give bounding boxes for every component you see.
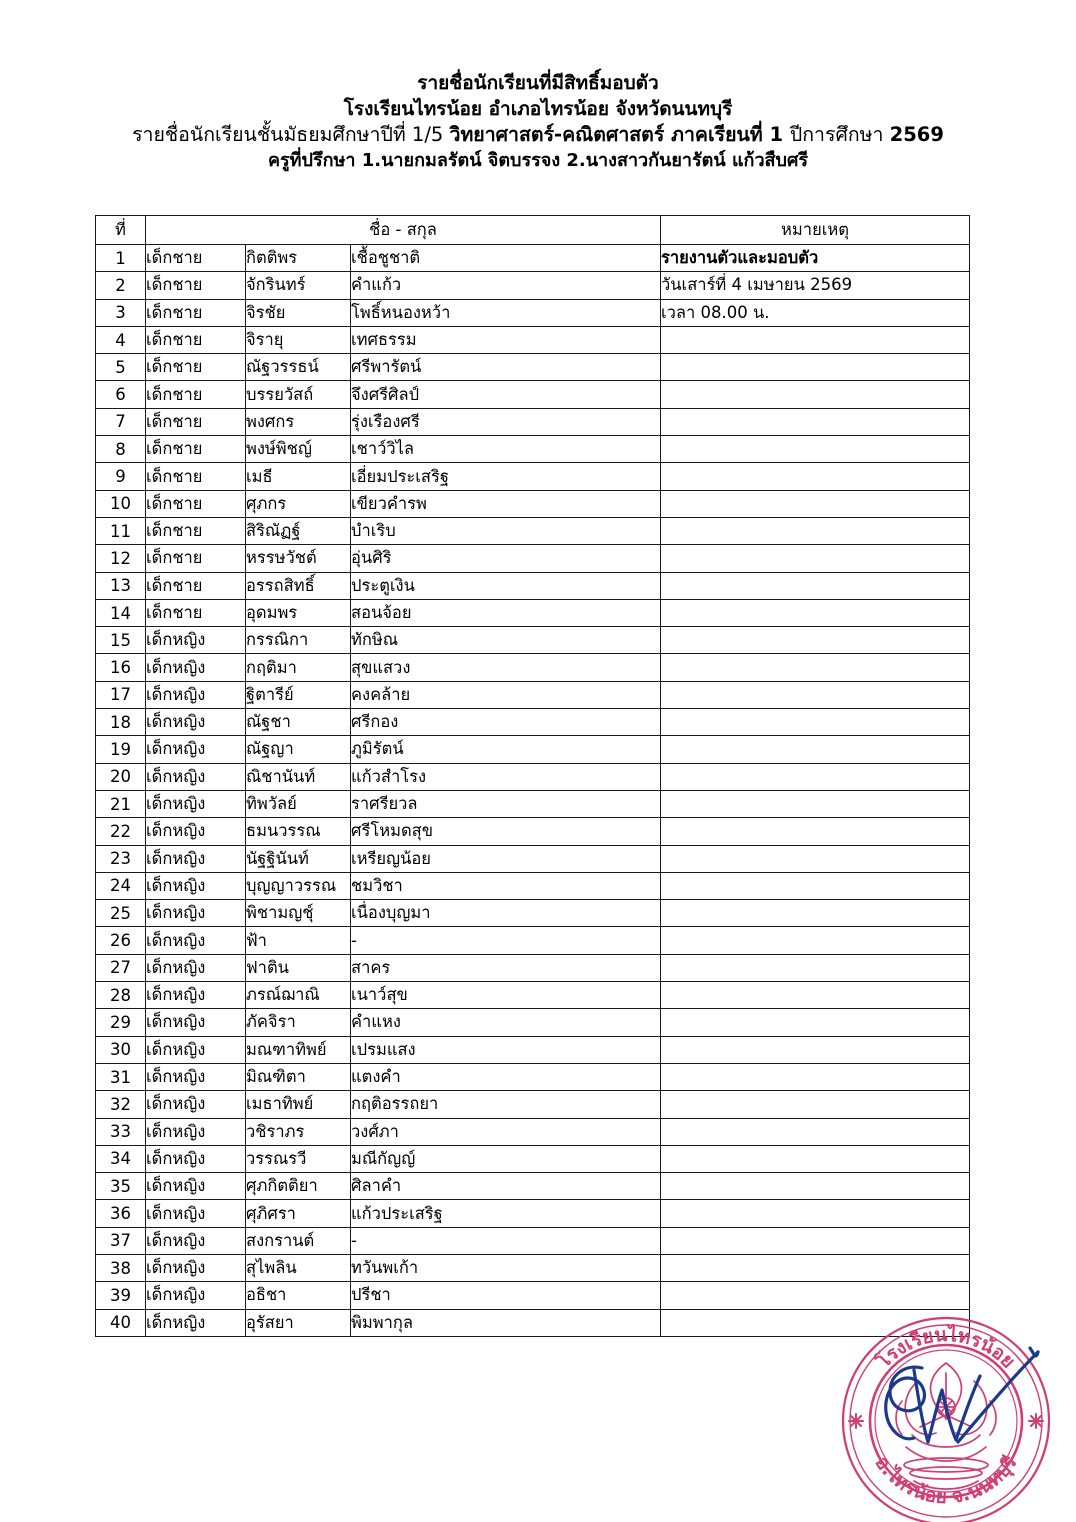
cell-no: 23: [96, 845, 146, 872]
cell-last: เหรียญน้อย: [351, 845, 661, 872]
cell-no: 13: [96, 572, 146, 599]
cell-no: 24: [96, 872, 146, 899]
cell-no: 20: [96, 763, 146, 790]
roster-table: [95, 215, 970, 1337]
cell-last: เขียวคำรพ: [351, 490, 661, 517]
table-row: [96, 490, 970, 517]
cell-first: ฟาติน: [246, 954, 351, 981]
cell-note: [661, 1118, 970, 1145]
cell-prefix: เด็กชาย: [146, 463, 246, 490]
cell-first: อุรัสยา: [246, 1309, 351, 1336]
cell-last: วงศ์ภา: [351, 1118, 661, 1145]
cell-first: อธิชา: [246, 1282, 351, 1309]
cell-last: เทศธรรม: [351, 326, 661, 353]
cell-first: ศุภกิตติยา: [246, 1173, 351, 1200]
cell-last: ปรีชา: [351, 1282, 661, 1309]
table-row: [96, 1118, 970, 1145]
cell-prefix: เด็กหญิง: [146, 763, 246, 790]
cell-note: [661, 736, 970, 763]
cell-last: มณีกัญญ์: [351, 1145, 661, 1172]
table-row: [96, 709, 970, 736]
cell-prefix: เด็กหญิง: [146, 790, 246, 817]
cell-no: 9: [96, 463, 146, 490]
table-row: [96, 517, 970, 544]
seal-bottom-text: อ.ไทรน้อย จ.นนทบุรี: [870, 1452, 1022, 1509]
cell-note: เวลา 08.00 น.: [661, 299, 970, 326]
cell-prefix: เด็กหญิง: [146, 872, 246, 899]
cell-first: วรรณรวี: [246, 1145, 351, 1172]
heading-class-prefix: รายชื่อนักเรียนชั้นมัธยมศึกษาปีที่ 1/5: [132, 123, 450, 147]
cell-prefix: เด็กหญิง: [146, 1009, 246, 1036]
cell-last: รุ่งเรืองศรี: [351, 408, 661, 435]
cell-prefix: เด็กหญิง: [146, 1063, 246, 1090]
seal-top-text: โรงเรียนไทรน้อย: [872, 1323, 1020, 1373]
table-row: [96, 545, 970, 572]
cell-first: ณัฐวรรธน์: [246, 354, 351, 381]
table-row: [96, 1009, 970, 1036]
table-row: [96, 627, 970, 654]
cell-prefix: เด็กหญิง: [146, 1173, 246, 1200]
cell-first: อุดมพร: [246, 599, 351, 626]
cell-note: [661, 381, 970, 408]
cell-prefix: เด็กชาย: [146, 299, 246, 326]
cell-first: วชิราภร: [246, 1118, 351, 1145]
cell-no: 21: [96, 790, 146, 817]
cell-last: เชาว์วิไล: [351, 436, 661, 463]
cell-no: 11: [96, 517, 146, 544]
cell-prefix: เด็กหญิง: [146, 1282, 246, 1309]
cell-last: ทักษิณ: [351, 627, 661, 654]
cell-first: สงกรานต์: [246, 1227, 351, 1254]
table-row: [96, 1309, 970, 1336]
table-row: [96, 299, 970, 326]
cell-first: บุญญาวรรณ: [246, 872, 351, 899]
cell-no: 22: [96, 818, 146, 845]
cell-note: [661, 490, 970, 517]
cell-note: [661, 1063, 970, 1090]
cell-note: [661, 517, 970, 544]
heading-school: โรงเรียนไทรน้อย อำเภอไทรน้อย จังหวัดนนทบุรี: [343, 98, 733, 121]
cell-first: เมธี: [246, 463, 351, 490]
cell-no: 19: [96, 736, 146, 763]
table-row: [96, 326, 970, 353]
cell-no: 14: [96, 599, 146, 626]
cell-first: ภัคจิรา: [246, 1009, 351, 1036]
cell-note: [661, 463, 970, 490]
cell-first: ธมนวรรณ: [246, 818, 351, 845]
cell-note: [661, 1254, 970, 1281]
cell-no: 36: [96, 1200, 146, 1227]
cell-no: 8: [96, 436, 146, 463]
cell-last: คงคล้าย: [351, 681, 661, 708]
cell-note: [661, 763, 970, 790]
cell-first: พิชามญชุ์: [246, 900, 351, 927]
column-header-name: ชื่อ - สกุล: [146, 216, 661, 245]
cell-first: เมธาทิพย์: [246, 1091, 351, 1118]
table-row: [96, 463, 970, 490]
cell-prefix: เด็กหญิง: [146, 1036, 246, 1063]
cell-last: ราศรียวล: [351, 790, 661, 817]
table-row: [96, 381, 970, 408]
heading-class-year-label: ปีการศึกษา: [789, 123, 890, 147]
cell-last: เชื้อชูชาติ: [351, 245, 661, 272]
cell-note: [661, 927, 970, 954]
cell-first: ฟ้า: [246, 927, 351, 954]
cell-prefix: เด็กชาย: [146, 354, 246, 381]
table-row: [96, 736, 970, 763]
document-heading: [0, 70, 1076, 174]
table-row: [96, 272, 970, 299]
table-row: [96, 654, 970, 681]
cell-note: [661, 1282, 970, 1309]
cell-first: พงษ์พิชญ์: [246, 436, 351, 463]
cell-first: บรรยวัสถ์: [246, 381, 351, 408]
cell-prefix: เด็กหญิง: [146, 818, 246, 845]
cell-note: [661, 654, 970, 681]
table-row: [96, 790, 970, 817]
roster-table-container: [95, 215, 969, 1337]
cell-note: [661, 1036, 970, 1063]
cell-first: ฐิตารีย์: [246, 681, 351, 708]
table-body: [96, 245, 970, 1337]
table-row: [96, 954, 970, 981]
cell-last: เนาว์สุข: [351, 982, 661, 1009]
cell-first: นัฐฐินันท์: [246, 845, 351, 872]
cell-note: [661, 545, 970, 572]
cell-note: [661, 572, 970, 599]
cell-last: เนื่องบุญมา: [351, 900, 661, 927]
header-row: [96, 216, 970, 245]
cell-last: ประตูเงิน: [351, 572, 661, 599]
cell-last: สุขแสวง: [351, 654, 661, 681]
heading-advisors: ครูที่ปรึกษา 1.นายกมลรัตน์ จิตบรรจง 2.นางสาวกันยารัตน์ แก้วสืบศรี: [267, 150, 809, 172]
cell-no: 28: [96, 982, 146, 1009]
cell-prefix: เด็กหญิง: [146, 845, 246, 872]
cell-note: [661, 845, 970, 872]
heading-class-info: [0, 122, 1076, 149]
cell-first: ภรณ์ฌาณิ: [246, 982, 351, 1009]
cell-no: 31: [96, 1063, 146, 1090]
cell-note: [661, 1091, 970, 1118]
table-row: [96, 900, 970, 927]
cell-note: [661, 1173, 970, 1200]
cell-prefix: เด็กหญิง: [146, 1227, 246, 1254]
cell-last: สอนจ้อย: [351, 599, 661, 626]
cell-first: จักรินทร์: [246, 272, 351, 299]
cell-no: 27: [96, 954, 146, 981]
cell-last: -: [351, 1227, 661, 1254]
table-row: [96, 1254, 970, 1281]
table-row: [96, 572, 970, 599]
cell-first: ศุภกร: [246, 490, 351, 517]
cell-prefix: เด็กชาย: [146, 599, 246, 626]
cell-first: ทิพวัลย์: [246, 790, 351, 817]
cell-note: [661, 599, 970, 626]
cell-last: ศิลาคำ: [351, 1173, 661, 1200]
cell-no: 37: [96, 1227, 146, 1254]
table-row: [96, 927, 970, 954]
cell-note: วันเสาร์ที่ 4 เมษายน 2569: [661, 272, 970, 299]
cell-first: มณฑาทิพย์: [246, 1036, 351, 1063]
school-seal-stamp: [840, 1315, 1052, 1522]
cell-first: อรรถสิทธิ์: [246, 572, 351, 599]
cell-no: 18: [96, 709, 146, 736]
cell-prefix: เด็กหญิง: [146, 1254, 246, 1281]
cell-no: 38: [96, 1254, 146, 1281]
cell-first: กิตติพร: [246, 245, 351, 272]
cell-last: พิมพากุล: [351, 1309, 661, 1336]
cell-last: กฤติอรรถยา: [351, 1091, 661, 1118]
cell-no: 34: [96, 1145, 146, 1172]
cell-note: [661, 1200, 970, 1227]
heading-class-year: 2569: [889, 123, 944, 147]
cell-prefix: เด็กหญิง: [146, 1091, 246, 1118]
cell-prefix: เด็กหญิง: [146, 1309, 246, 1336]
table-row: [96, 1282, 970, 1309]
cell-note: [661, 872, 970, 899]
cell-last: ศรีโหมดสุข: [351, 818, 661, 845]
cell-prefix: เด็กหญิง: [146, 954, 246, 981]
cell-no: 17: [96, 681, 146, 708]
cell-note: [661, 354, 970, 381]
cell-first: ณัฐญา: [246, 736, 351, 763]
table-row: [96, 245, 970, 272]
table-row: [96, 408, 970, 435]
cell-note: [661, 1145, 970, 1172]
table-row: [96, 818, 970, 845]
cell-prefix: เด็กชาย: [146, 272, 246, 299]
cell-last: ศรีพารัตน์: [351, 354, 661, 381]
cell-prefix: เด็กชาย: [146, 408, 246, 435]
cell-prefix: เด็กหญิง: [146, 900, 246, 927]
cell-last: จึงศรีศิลป์: [351, 381, 661, 408]
heading-title: รายชื่อนักเรียนที่มีสิทธิ์มอบตัว: [417, 72, 659, 94]
column-header-note: หมายเหตุ: [661, 216, 970, 245]
cell-prefix: เด็กหญิง: [146, 1145, 246, 1172]
cell-note: [661, 681, 970, 708]
cell-no: 16: [96, 654, 146, 681]
cell-first: มิณฑิตา: [246, 1063, 351, 1090]
cell-last: ชมวิชา: [351, 872, 661, 899]
cell-no: 12: [96, 545, 146, 572]
cell-last: บำเริบ: [351, 517, 661, 544]
cell-note: [661, 1227, 970, 1254]
cell-prefix: เด็กชาย: [146, 436, 246, 463]
cell-prefix: เด็กหญิง: [146, 927, 246, 954]
cell-no: 2: [96, 272, 146, 299]
cell-first: สิริณัฏฐ์: [246, 517, 351, 544]
cell-prefix: เด็กชาย: [146, 245, 246, 272]
cell-first: ณิชานันท์: [246, 763, 351, 790]
table-row: [96, 354, 970, 381]
cell-prefix: เด็กชาย: [146, 490, 246, 517]
cell-note: รายงานตัวและมอบตัว: [661, 245, 970, 272]
cell-note: [661, 627, 970, 654]
cell-first: ศุภิศรา: [246, 1200, 351, 1227]
cell-no: 29: [96, 1009, 146, 1036]
cell-first: ณัฐชา: [246, 709, 351, 736]
cell-no: 10: [96, 490, 146, 517]
cell-first: หรรษวัชต์: [246, 545, 351, 572]
cell-last: -: [351, 927, 661, 954]
table-row: [96, 1036, 970, 1063]
table-header: [96, 216, 970, 245]
cell-prefix: เด็กหญิง: [146, 654, 246, 681]
cell-no: 5: [96, 354, 146, 381]
cell-no: 26: [96, 927, 146, 954]
cell-note: [661, 818, 970, 845]
cell-note: [661, 1309, 970, 1336]
table-row: [96, 1173, 970, 1200]
cell-last: แก้วประเสริฐ: [351, 1200, 661, 1227]
cell-no: 6: [96, 381, 146, 408]
cell-prefix: เด็กหญิง: [146, 709, 246, 736]
cell-note: [661, 790, 970, 817]
table-row: [96, 982, 970, 1009]
table-row: [96, 599, 970, 626]
cell-last: แตงคำ: [351, 1063, 661, 1090]
table-row: [96, 681, 970, 708]
table-row: [96, 845, 970, 872]
table-row: [96, 1091, 970, 1118]
table-row: [96, 1063, 970, 1090]
cell-prefix: เด็กชาย: [146, 381, 246, 408]
cell-first: จิรชัย: [246, 299, 351, 326]
cell-last: ศรีกอง: [351, 709, 661, 736]
cell-note: [661, 982, 970, 1009]
cell-no: 30: [96, 1036, 146, 1063]
cell-no: 32: [96, 1091, 146, 1118]
cell-prefix: เด็กหญิง: [146, 736, 246, 763]
cell-prefix: เด็กหญิง: [146, 627, 246, 654]
cell-first: พงศกร: [246, 408, 351, 435]
table-row: [96, 1145, 970, 1172]
cell-last: คำแก้ว: [351, 272, 661, 299]
table-row: [96, 1200, 970, 1227]
cell-prefix: เด็กชาย: [146, 545, 246, 572]
cell-prefix: เด็กชาย: [146, 572, 246, 599]
table-row: [96, 872, 970, 899]
cell-last: ทวันพเก้า: [351, 1254, 661, 1281]
cell-prefix: เด็กชาย: [146, 517, 246, 544]
cell-first: จิรายุ: [246, 326, 351, 353]
cell-no: 33: [96, 1118, 146, 1145]
cell-note: [661, 709, 970, 736]
cell-last: คำแหง: [351, 1009, 661, 1036]
cell-no: 35: [96, 1173, 146, 1200]
cell-note: [661, 954, 970, 981]
cell-no: 40: [96, 1309, 146, 1336]
heading-class-program: วิทยาศาสตร์-คณิตศาสตร์ ภาคเรียนที่ 1: [449, 123, 790, 147]
cell-no: 15: [96, 627, 146, 654]
table-row: [96, 763, 970, 790]
signature: [862, 1330, 1052, 1480]
cell-no: 39: [96, 1282, 146, 1309]
cell-last: แก้วสำโรง: [351, 763, 661, 790]
cell-first: กฤติมา: [246, 654, 351, 681]
cell-prefix: เด็กหญิง: [146, 1200, 246, 1227]
cell-no: 1: [96, 245, 146, 272]
cell-last: เอี่ยมประเสริฐ: [351, 463, 661, 490]
cell-no: 4: [96, 326, 146, 353]
cell-note: [661, 1009, 970, 1036]
table-row: [96, 1227, 970, 1254]
cell-note: [661, 408, 970, 435]
cell-first: สุไพลิน: [246, 1254, 351, 1281]
table-row: [96, 436, 970, 463]
cell-no: 3: [96, 299, 146, 326]
cell-last: เปรมแสง: [351, 1036, 661, 1063]
cell-no: 25: [96, 900, 146, 927]
cell-no: 7: [96, 408, 146, 435]
cell-prefix: เด็กชาย: [146, 326, 246, 353]
cell-note: [661, 436, 970, 463]
cell-last: ภูมิรัตน์: [351, 736, 661, 763]
cell-first: กรรณิกา: [246, 627, 351, 654]
cell-prefix: เด็กหญิง: [146, 1118, 246, 1145]
column-header-no: ที่: [96, 216, 146, 245]
cell-prefix: เด็กหญิง: [146, 681, 246, 708]
cell-note: [661, 326, 970, 353]
cell-last: โพธิ์หนองหว้า: [351, 299, 661, 326]
cell-last: อุ่นศิริ: [351, 545, 661, 572]
cell-prefix: เด็กหญิง: [146, 982, 246, 1009]
cell-last: สาคร: [351, 954, 661, 981]
cell-note: [661, 900, 970, 927]
